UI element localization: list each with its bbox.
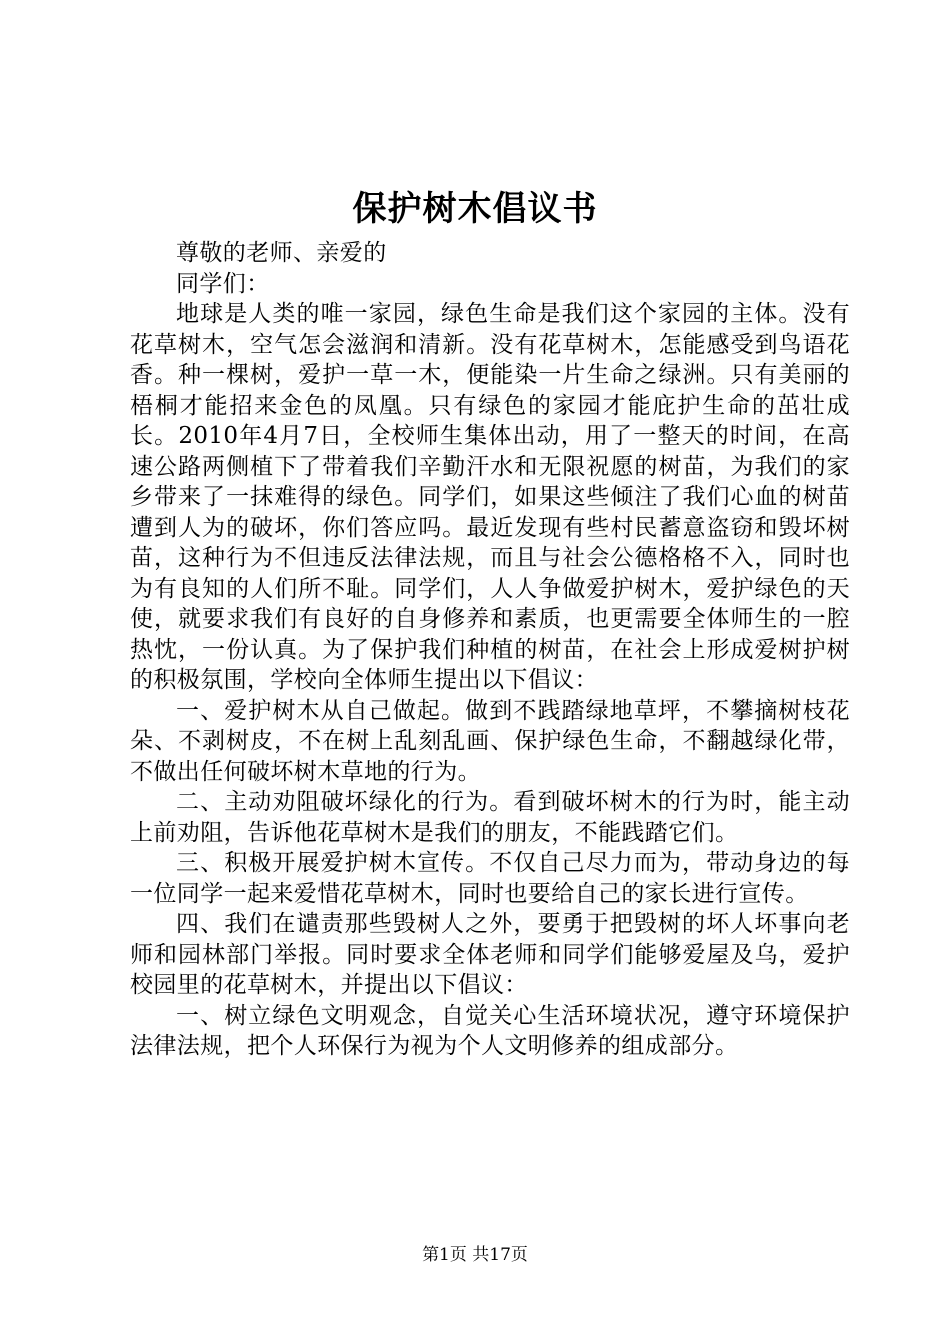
- salutation-line-1: 尊敬的老师、亲爱的: [176, 240, 387, 266]
- document-title: 保护树木倡议书: [352, 189, 598, 229]
- paragraph-proposal-3: 三、积极开展爱护树木宣传。不仅自己尽力而为，带动身边的每一位同学一起来爱惜花草树木，同时也要给自己的家长进行宣传。: [130, 850, 850, 907]
- paragraph-proposal-5: 一、树立绿色文明观念，自觉关心生活环境状况，遵守环境保护法律法规，把个人环保行为视为个人文明修养的组成部分。: [130, 1002, 850, 1059]
- page-footer: 第1页 共17页: [422, 1245, 528, 1265]
- paragraph-proposal-2: 二、主动劝阻破坏绿化的行为。看到破坏树木的行为时，能主动上前劝阻，告诉他花草树木是我们的朋友，不能践踏它们。: [130, 789, 850, 846]
- paragraph-proposal-4: 四、我们在谴责那些毁树人之外，要勇于把毁树的坏人坏事向老师和园林部门举报。同时要求全体老师和同学们能够爱屋及乌，爱护校园里的花草树木，并提出以下倡议：: [130, 911, 850, 998]
- paragraph-intro: 地球是人类的唯一家园，绿色生命是我们这个家园的主体。没有花草树木，空气怎会滋润和清新。没有花草树木，怎能感受到鸟语花香。种一棵树，爱护一草一木，便能染一片生命之绿洲。只有美丽的梧桐才能招来金色的凤凰。只有绿色的家园才能庇护生命的茁壮成长。2010年4月7日，全校师生集体出动，用了一整天的时间，在高速公路两侧植下了带着我们辛勤汗水和无限祝愿的树苗，为我们的家乡带来了一抹难得的绿色。同学们，如果这些倾注了我们心血的树苗遭到人为的破坏，你们答应吗。最近发现有些村民蓄意盗窃和毁坏树苗，这种行为不但违反法律法规，而且与社会公德格格不入，同时也为有良知的人们所不耻。同学们，人人争做爱护树木，爱护绿色的天使，就要求我们有良好的自身修养和素质，也更需要全体师生的一腔热忱，一份认真。为了保护我们种植的树苗，在社会上形成爱树护树的积极氛围，学校向全体师生提出以下倡议：: [130, 301, 850, 693]
- salutation-line-2: 同学们：: [176, 270, 270, 297]
- document-body: [130, 238, 850, 1062]
- paragraph-proposal-1: 一、爱护树木从自己做起。做到不践踏绿地草坪，不攀摘树枝花朵、不剥树皮，不在树上乱刻乱画、保护绿色生命，不翻越绿化带，不做出任何破坏树木草地的行为。: [130, 697, 850, 785]
